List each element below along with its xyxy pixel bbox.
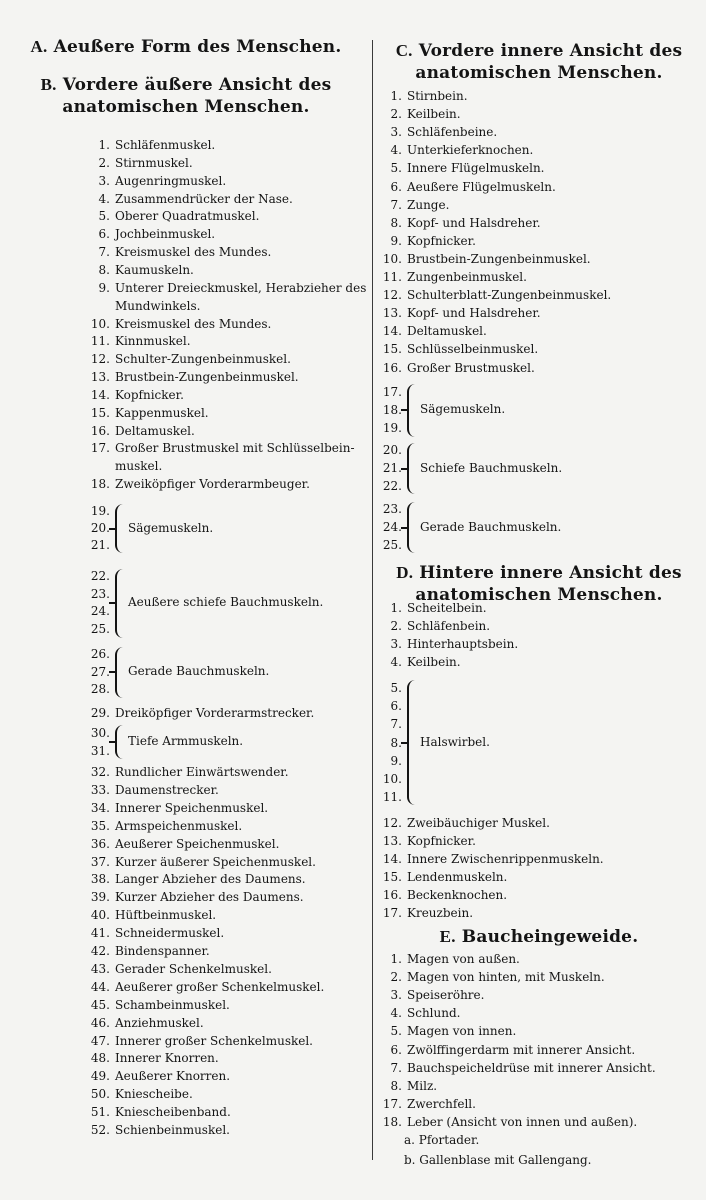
item-number: 4. xyxy=(390,655,402,669)
item-text: Unterer Dreieckmuskel, Herabzieher des xyxy=(115,280,367,295)
list-item xyxy=(380,834,706,849)
item-number: 32. xyxy=(90,765,110,779)
item-text: Hinterhauptsbein. xyxy=(407,637,519,651)
group-label: Gerade Bauchmuskeln. xyxy=(420,519,562,534)
item-number: 1. xyxy=(98,138,110,152)
list-item xyxy=(380,270,706,285)
item-number: 7. xyxy=(390,1060,402,1075)
item-number: 16. xyxy=(90,423,110,438)
item-number: 18. xyxy=(382,1114,402,1129)
item-number: 9. xyxy=(390,753,402,768)
group-label: Aeußere schiefe Bauchmuskeln. xyxy=(128,595,324,610)
list-item xyxy=(380,601,706,616)
item-number: 50. xyxy=(90,1087,110,1102)
list-item xyxy=(88,1087,418,1102)
list-item xyxy=(88,801,418,816)
item-number: 12. xyxy=(90,352,110,367)
item-number: 17. xyxy=(382,1096,402,1111)
item-number: 8. xyxy=(390,215,402,230)
list-item xyxy=(88,370,418,385)
item-number: 46. xyxy=(90,1015,110,1030)
item-number: 12. xyxy=(382,816,402,830)
brace-icon xyxy=(115,504,125,553)
list-item xyxy=(88,855,418,870)
list-item xyxy=(88,317,418,332)
item-text: Kopfnicker. xyxy=(407,233,476,248)
list-item xyxy=(88,962,418,977)
item-number: 20. xyxy=(382,443,402,457)
list-item xyxy=(88,352,418,367)
item-number: 2. xyxy=(98,155,110,170)
item-number: 6. xyxy=(390,699,402,714)
item-text: Gerader Schenkelmuskel. xyxy=(115,961,272,976)
item-number: 5. xyxy=(390,161,402,176)
group-label: Tiefe Armmuskeln. xyxy=(128,734,244,748)
item-number: 8. xyxy=(98,262,110,277)
item-number: 13. xyxy=(382,306,402,321)
section-e-heading xyxy=(372,926,706,948)
item-number: 42. xyxy=(90,944,110,958)
list-item xyxy=(380,288,706,303)
item-number: 17. xyxy=(90,441,110,456)
item-number: 10. xyxy=(382,251,402,266)
brace-icon xyxy=(407,443,417,494)
item-number: 25. xyxy=(90,622,110,637)
list-item xyxy=(88,837,418,852)
list-item xyxy=(88,459,418,474)
list-item xyxy=(380,125,706,140)
item-number: 18. xyxy=(382,403,402,418)
list-item xyxy=(88,156,418,171)
item-number: 39. xyxy=(90,890,110,905)
item-text: Zweiköpfiger Vorderarmbeuger. xyxy=(115,477,310,492)
item-text: Deltamuskel. xyxy=(115,423,195,438)
list-item xyxy=(88,783,418,798)
item-number: 43. xyxy=(90,961,110,976)
item-text: Kreuzbein. xyxy=(407,905,474,920)
item-number: 11. xyxy=(382,790,402,805)
item-number: 2. xyxy=(390,107,402,122)
list-item xyxy=(380,107,706,122)
list-item xyxy=(88,441,418,456)
item-number: 8. xyxy=(390,1078,402,1093)
item-text: Innere Zwischenrippenmuskeln. xyxy=(407,851,604,866)
list-item xyxy=(380,89,706,104)
item-number: 31. xyxy=(90,744,110,758)
item-number: 20. xyxy=(90,521,110,535)
item-text: Schläfenbein. xyxy=(407,619,491,633)
item-number: 4. xyxy=(98,191,110,206)
item-number: 21. xyxy=(382,460,402,475)
section-title-line2: anatomischen Menschen. xyxy=(415,585,663,605)
item-number: 28. xyxy=(90,682,110,696)
item-text: Kurzer Abzieher des Daumens. xyxy=(115,890,304,905)
item-text: Kappenmuskel. xyxy=(115,405,209,420)
item-number: 22. xyxy=(90,569,110,583)
list-item xyxy=(88,209,418,224)
section-title: Baucheingeweide. xyxy=(461,927,639,947)
item-number: 19. xyxy=(382,421,402,436)
section-letter: D. xyxy=(396,563,414,582)
item-number: 44. xyxy=(90,979,110,994)
item-number: 1. xyxy=(390,952,402,966)
item-text: Aeußerer Speichenmuskel. xyxy=(115,836,280,851)
item-number: 51. xyxy=(90,1105,110,1120)
list-item xyxy=(88,406,418,421)
item-text: Kniescheibe. xyxy=(115,1087,193,1102)
item-text: Schlund. xyxy=(407,1006,461,1021)
item-text: Mundwinkels. xyxy=(115,298,201,313)
list-item xyxy=(88,281,418,296)
item-text: Schambeinmuskel. xyxy=(115,997,230,1012)
item-text: Kopf- und Halsdreher. xyxy=(407,306,541,321)
item-text: Zungenbeinmuskel. xyxy=(407,270,527,284)
item-text: Innerer Speichenmuskel. xyxy=(115,800,269,815)
list-item xyxy=(88,245,418,260)
item-number: 4. xyxy=(390,1006,402,1021)
item-number: 7. xyxy=(390,197,402,212)
item-number: 27. xyxy=(90,664,110,679)
item-text: Kniescheibenband. xyxy=(115,1105,231,1120)
item-number: 10. xyxy=(90,316,110,331)
item-number: 19. xyxy=(90,504,110,518)
item-text: Aeußerer großer Schenkelmuskel. xyxy=(115,979,325,994)
item-text: Zwerchfell. xyxy=(407,1096,476,1111)
item-number: 7. xyxy=(390,717,402,732)
section-c-heading xyxy=(372,40,706,84)
section-d-heading xyxy=(372,562,706,606)
list-item xyxy=(380,1043,706,1058)
item-number: 10. xyxy=(382,771,402,786)
item-number: 2. xyxy=(390,970,402,985)
list-item xyxy=(88,869,418,887)
item-number: 1. xyxy=(390,89,402,103)
item-text: Keilbein. xyxy=(407,107,461,122)
item-number: 30. xyxy=(90,726,110,740)
item-number: 4. xyxy=(390,143,402,158)
item-text: Großer Brustmuskel mit Schlüsselbein- xyxy=(115,441,355,456)
item-number: 11. xyxy=(90,334,110,349)
section-title-line1: Vordere innere Ansicht des xyxy=(418,41,683,61)
item-text: Armspeichenmuskel. xyxy=(115,818,243,833)
list-item xyxy=(380,619,706,634)
list-item xyxy=(88,138,418,153)
item-text: Stirnbein. xyxy=(407,89,468,103)
list-item xyxy=(88,887,418,905)
item-number: 15. xyxy=(90,405,110,420)
item-text: Jochbeinmuskel. xyxy=(115,227,216,242)
item-number: 45. xyxy=(90,997,110,1012)
brace-icon xyxy=(407,502,417,553)
item-text: Magen von außen. xyxy=(407,952,520,966)
list-item xyxy=(88,944,418,959)
list-item xyxy=(380,970,706,985)
item-number: 14. xyxy=(90,387,110,402)
brace-icon xyxy=(407,384,417,437)
item-number: 13. xyxy=(90,370,110,385)
section-letter: A. xyxy=(30,37,48,56)
list-item xyxy=(380,888,706,903)
item-text: Deltamuskel. xyxy=(407,324,487,339)
item-number: 16. xyxy=(382,360,402,375)
item-number: 14. xyxy=(382,851,402,866)
item-number: 11. xyxy=(382,270,402,284)
sub-item: a. Pfortader. xyxy=(404,1133,480,1147)
item-text: Aeußere Flügelmuskeln. xyxy=(407,179,556,194)
item-number: 38. xyxy=(90,872,110,887)
group-label: Schiefe Bauchmuskeln. xyxy=(420,460,563,475)
item-text: Innerer großer Schenkelmuskel. xyxy=(115,1033,313,1048)
item-number: 24. xyxy=(90,604,110,619)
item-text: Schulterblatt-Zungenbeinmuskel. xyxy=(407,288,612,303)
item-number: 3. xyxy=(390,125,402,140)
item-text: Rundlicher Einwärtswender. xyxy=(115,765,289,779)
list-item xyxy=(380,816,706,831)
list-item xyxy=(88,1105,418,1120)
list-item xyxy=(88,1016,418,1031)
list-item xyxy=(88,1123,418,1138)
item-text: Schlüsselbeinmuskel. xyxy=(407,342,539,357)
item-number: 3. xyxy=(98,173,110,188)
item-text: Hüftbeinmuskel. xyxy=(115,908,217,923)
item-number: 16. xyxy=(382,887,402,902)
list-item xyxy=(88,706,418,721)
list-item xyxy=(380,1079,706,1094)
list-item xyxy=(380,143,706,158)
list-item xyxy=(88,263,418,278)
item-text: Innerer Knorren. xyxy=(115,1051,219,1066)
item-text: Dreiköpfiger Vorderarmstrecker. xyxy=(115,706,315,720)
item-number: 15. xyxy=(382,869,402,884)
list-item xyxy=(380,342,706,357)
item-number: 40. xyxy=(90,908,110,923)
list-item xyxy=(88,980,418,995)
list-item xyxy=(380,216,706,231)
list-item xyxy=(88,819,418,834)
item-text: Magen von innen. xyxy=(407,1024,517,1039)
item-number: 35. xyxy=(90,818,110,833)
item-number: 52. xyxy=(90,1123,110,1137)
item-text: Kaumuskeln. xyxy=(115,262,194,277)
item-number: 37. xyxy=(90,854,110,869)
item-number: 22. xyxy=(382,478,402,493)
item-text: Daumenstrecker. xyxy=(115,782,219,797)
list-item xyxy=(88,227,418,242)
item-number: 14. xyxy=(382,324,402,339)
item-number: 8. xyxy=(390,735,402,750)
item-number: 47. xyxy=(90,1033,110,1048)
item-text: Kreismuskel des Mundes. xyxy=(115,316,272,331)
list-item xyxy=(380,161,706,176)
item-number: 1. xyxy=(390,601,402,615)
item-text: muskel. xyxy=(115,459,163,474)
brace-icon xyxy=(115,647,125,698)
item-text: Unterkieferknochen. xyxy=(407,143,534,158)
list-item xyxy=(88,388,418,403)
item-number: 18. xyxy=(90,477,110,492)
list-item xyxy=(88,192,418,207)
item-number: 36. xyxy=(90,836,110,851)
list-item xyxy=(380,306,706,321)
section-title-line2: anatomischen Menschen. xyxy=(62,97,310,117)
list-item xyxy=(380,324,706,339)
list-item xyxy=(88,334,418,349)
brace-icon xyxy=(115,725,125,759)
item-text: Schläfenmuskel. xyxy=(115,138,216,152)
item-number: 48. xyxy=(90,1051,110,1066)
list-item xyxy=(380,180,706,195)
list-item xyxy=(380,1061,706,1076)
item-text: Zusammendrücker der Nase. xyxy=(115,191,293,206)
item-text: Schulter-Zungenbeinmuskel. xyxy=(115,352,291,367)
item-text: Anziehmuskel. xyxy=(115,1015,204,1030)
item-number: 33. xyxy=(90,782,110,797)
list-item xyxy=(88,477,418,492)
list-item xyxy=(380,361,706,376)
item-text: Speiseröhre. xyxy=(407,988,485,1003)
list-item xyxy=(88,765,418,780)
item-text: Schläfenbeine. xyxy=(407,125,498,140)
list-item xyxy=(380,198,706,213)
list-item xyxy=(380,1097,706,1112)
item-text: Kurzer äußerer Speichenmuskel. xyxy=(115,854,316,869)
item-text: Innere Flügelmuskeln. xyxy=(407,161,545,176)
item-number: 6. xyxy=(98,227,110,242)
section-title-line1: Hintere innere Ansicht des xyxy=(419,563,682,583)
item-number: 5. xyxy=(390,681,402,695)
item-number: 23. xyxy=(382,502,402,516)
list-item xyxy=(380,1006,706,1021)
item-text: Kreismuskel des Mundes. xyxy=(115,245,272,260)
list-item xyxy=(88,926,418,941)
item-text: Oberer Quadratmuskel. xyxy=(115,209,260,224)
list-item xyxy=(380,655,706,670)
list-item xyxy=(380,906,706,921)
section-a-heading xyxy=(0,36,372,58)
item-text: Kopfnicker. xyxy=(115,387,184,402)
item-text: Langer Abzieher des Daumens. xyxy=(115,872,306,887)
item-text: Milz. xyxy=(407,1078,438,1093)
item-number: 26. xyxy=(90,647,110,661)
item-number: 41. xyxy=(90,926,110,941)
item-number: 23. xyxy=(90,586,110,601)
item-number: 25. xyxy=(382,537,402,552)
list-item xyxy=(380,234,706,249)
brace-icon xyxy=(115,569,125,638)
item-number: 29. xyxy=(90,706,110,720)
brace-icon xyxy=(407,680,417,805)
list-item xyxy=(380,252,706,267)
item-number: 5. xyxy=(390,1024,402,1039)
item-number: 17. xyxy=(382,385,402,399)
list-item xyxy=(88,998,418,1013)
list-item xyxy=(380,988,706,1003)
group-label: Sägemuskeln. xyxy=(128,520,214,535)
item-number: 13. xyxy=(382,833,402,848)
section-letter: B. xyxy=(40,75,57,94)
item-number: 5. xyxy=(98,209,110,224)
item-text: Scheitelbein. xyxy=(407,601,487,615)
item-text: Großer Brustmuskel. xyxy=(407,360,535,375)
item-text: Schienbeinmuskel. xyxy=(115,1123,230,1137)
item-number: 6. xyxy=(390,1042,402,1057)
list-item xyxy=(380,1115,706,1130)
item-text: Magen von hinten, mit Muskeln. xyxy=(407,970,605,985)
item-text: Keilbein. xyxy=(407,655,461,669)
list-item xyxy=(380,637,706,652)
item-number: 6. xyxy=(390,179,402,194)
item-text: Kopf- und Halsdreher. xyxy=(407,215,541,230)
item-text: Brustbein-Zungenbeinmuskel. xyxy=(407,251,591,266)
group-label: Halswirbel. xyxy=(420,734,490,749)
list-item xyxy=(380,852,706,867)
item-number: 24. xyxy=(382,519,402,534)
item-number: 7. xyxy=(98,245,110,260)
list-item xyxy=(380,1024,706,1039)
item-text: Leber (Ansicht von innen und außen). xyxy=(407,1114,638,1129)
list-item xyxy=(88,1051,418,1066)
item-number: 21. xyxy=(90,538,110,552)
item-number: 17. xyxy=(382,905,402,920)
sub-item: b. Gallenblase mit Gallengang. xyxy=(404,1153,592,1167)
section-letter: C. xyxy=(395,41,413,60)
section-letter: E. xyxy=(439,927,456,946)
section-b-heading xyxy=(0,74,372,118)
item-number: 49. xyxy=(90,1069,110,1084)
item-text: Stirnmuskel. xyxy=(115,155,193,170)
item-text: Zunge. xyxy=(407,197,450,212)
item-text: Zwölffingerdarm mit innerer Ansicht. xyxy=(407,1042,636,1057)
list-item xyxy=(88,1034,418,1049)
item-number: 2. xyxy=(390,619,402,633)
item-text: Bauchspeicheldrüse mit innerer Ansicht. xyxy=(407,1060,656,1075)
item-number: 9. xyxy=(98,280,110,295)
list-item xyxy=(88,905,418,923)
list-item xyxy=(88,299,418,314)
group-label: Sägemuskeln. xyxy=(420,402,506,417)
item-number: 15. xyxy=(382,342,402,357)
list-item xyxy=(380,870,706,885)
list-item xyxy=(88,424,418,439)
item-text: Augenringmuskel. xyxy=(115,173,227,188)
item-text: Zweibäuchiger Muskel. xyxy=(407,816,550,830)
section-title-line1: Vordere äußere Ansicht des xyxy=(62,75,332,95)
list-item xyxy=(88,1069,418,1084)
item-text: Beckenknochen. xyxy=(407,887,508,902)
list-item xyxy=(88,174,418,189)
item-number: 34. xyxy=(90,800,110,815)
list-item xyxy=(380,952,706,967)
item-text: Kopfnicker. xyxy=(407,833,476,848)
item-text: Brustbein-Zungenbeinmuskel. xyxy=(115,370,299,385)
item-text: Kinnmuskel. xyxy=(115,334,191,349)
item-number: 3. xyxy=(390,637,402,651)
item-number: 3. xyxy=(390,988,402,1003)
group-label: Gerade Bauchmuskeln. xyxy=(128,664,270,679)
item-number: 12. xyxy=(382,288,402,303)
section-title: Aeußere Form des Menschen. xyxy=(53,37,342,57)
item-number: 9. xyxy=(390,233,402,248)
item-text: Schneidermuskel. xyxy=(115,926,225,941)
section-title-line2: anatomischen Menschen. xyxy=(415,63,663,83)
item-text: Aeußerer Knorren. xyxy=(115,1069,231,1084)
item-text: Lendenmuskeln. xyxy=(407,869,508,884)
item-text: Bindenspanner. xyxy=(115,944,210,958)
